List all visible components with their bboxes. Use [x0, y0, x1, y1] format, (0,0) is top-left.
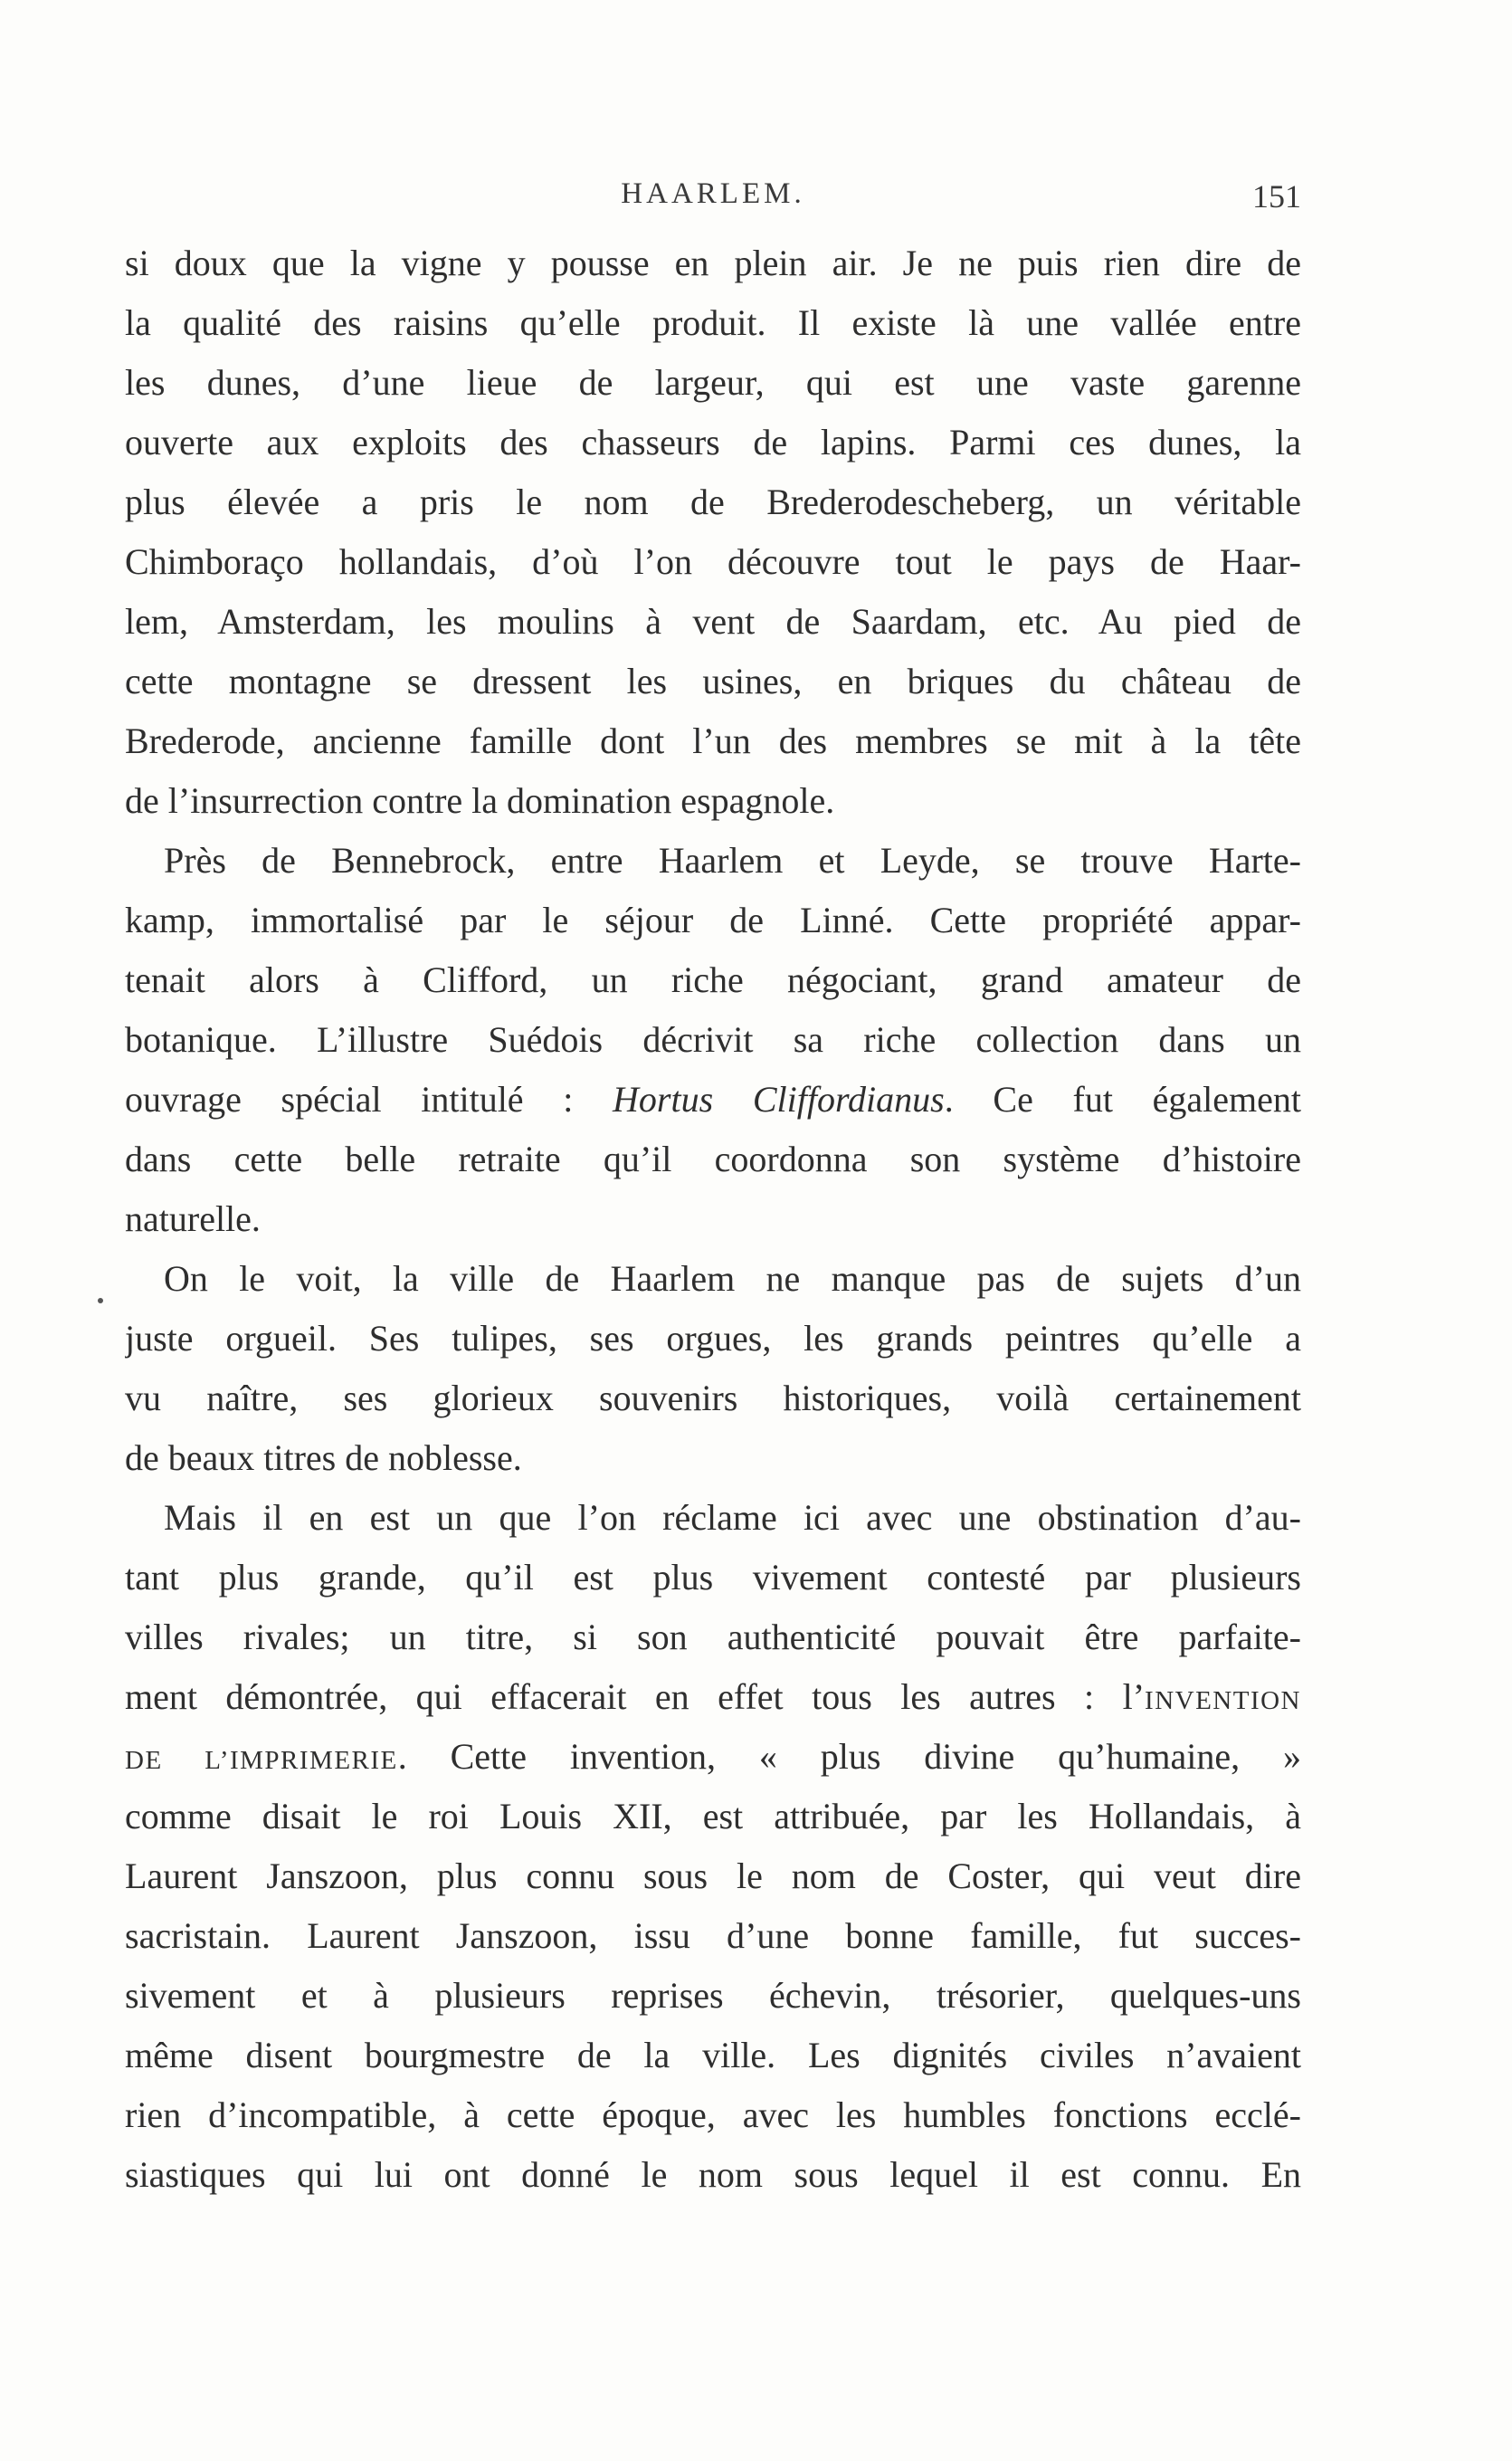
line-text: plus élevée a pris le nom de Brederodescheberg, un véritable	[125, 482, 1301, 522]
page-number: 151	[1252, 178, 1301, 215]
text-line	[125, 1787, 1301, 1846]
line-text: si doux que la vigne y pousse en plein air. Je ne puis rien dire de	[125, 243, 1301, 283]
text-line	[125, 1369, 1301, 1428]
line-text: . Cette invention, « plus divine qu’humaine, »	[397, 1736, 1301, 1777]
text-line	[125, 1010, 1301, 1070]
text-line	[125, 2085, 1301, 2145]
line-text: sivement et à plusieurs reprises échevin, trésorier, quelques-uns	[125, 1975, 1301, 2016]
line-text: Laurent Janszoon, plus connu sous le nom de Coster, qui veut dire	[125, 1855, 1301, 1896]
text-line	[125, 1846, 1301, 1906]
text-line	[125, 1189, 1301, 1249]
line-text: rien d’incompatible, à cette époque, avec les humbles fonctions ecclé-	[125, 2094, 1301, 2135]
line-text: de l’insurrection contre la domination espagnole.	[125, 780, 835, 821]
line-text: juste orgueil. Ses tulipes, ses orgues, les grands peintres qu’elle a	[125, 1318, 1301, 1359]
text-line	[125, 1309, 1301, 1369]
text-line	[125, 1607, 1301, 1667]
text-line	[125, 1070, 1301, 1130]
italic-title: Hortus Cliffordianus	[613, 1079, 945, 1120]
text-line	[125, 2026, 1301, 2085]
text-line	[125, 1249, 1301, 1309]
line-text: villes rivales; un titre, si son authenticité pouvait être parfaite-	[125, 1617, 1301, 1657]
body-text	[125, 234, 1301, 2205]
line-text: ment démontrée, qui effacerait en effet tous les autres : l’	[125, 1676, 1146, 1717]
line-text: vu naître, ses glorieux souvenirs historiques, voilà certainement	[125, 1378, 1301, 1418]
text-line	[125, 711, 1301, 771]
line-text: tenait alors à Clifford, un riche négociant, grand amateur de	[125, 959, 1301, 1000]
text-line	[125, 472, 1301, 532]
text-line	[125, 1548, 1301, 1607]
text-line	[125, 592, 1301, 652]
text-line	[125, 293, 1301, 353]
line-text: On le voit, la ville de Haarlem ne manque pas de sujets d’un	[164, 1258, 1301, 1299]
text-line	[125, 413, 1301, 472]
text-line	[125, 891, 1301, 950]
running-head	[125, 177, 1301, 223]
line-text: botanique. L’illustre Suédois décrivit sa riche collection dans un	[125, 1019, 1301, 1060]
text-line	[125, 950, 1301, 1010]
text-line	[125, 831, 1301, 891]
text-line	[125, 1667, 1301, 1727]
line-text: tant plus grande, qu’il est plus vivement contesté par plusieurs	[125, 1557, 1301, 1598]
text-line	[125, 1906, 1301, 1966]
text-line	[125, 1966, 1301, 2026]
text-line	[125, 234, 1301, 293]
line-text: . Ce fut également	[944, 1079, 1301, 1120]
line-text: même disent bourgmestre de la ville. Les dignités civiles n’avaient	[125, 2035, 1301, 2075]
line-text: de beaux titres de noblesse.	[125, 1437, 522, 1478]
line-text: kamp, immortalisé par le séjour de Linné. Cette propriété appar-	[125, 900, 1301, 940]
small-caps-text: INVENTION	[1145, 1686, 1301, 1715]
line-text: sacristain. Laurent Janszoon, issu d’une bonne famille, fut succes-	[125, 1915, 1301, 1956]
line-text: Près de Bennebrock, entre Haarlem et Leyde, se trouve Harte-	[164, 840, 1301, 881]
text-line	[125, 771, 1301, 831]
text-line	[125, 2145, 1301, 2205]
text-line	[125, 532, 1301, 592]
line-text: Brederode, ancienne famille dont l’un des membres se mit à la tête	[125, 720, 1301, 761]
line-text: Mais il en est un que l’on réclame ici avec une obstination d’au-	[164, 1497, 1301, 1538]
line-text: cette montagne se dressent les usines, en briques du château de	[125, 661, 1301, 701]
ink-speck	[98, 1298, 103, 1303]
line-text: Chimboraço hollandais, d’où l’on découvre tout le pays de Haar-	[125, 541, 1301, 582]
line-text: la qualité des raisins qu’elle produit. Il existe là une vallée entre	[125, 302, 1301, 343]
text-line	[125, 1130, 1301, 1189]
line-text: ouverte aux exploits des chasseurs de lapins. Parmi ces dunes, la	[125, 422, 1301, 463]
text-line	[125, 1488, 1301, 1548]
line-text: dans cette belle retraite qu’il coordonna son système d’histoire	[125, 1139, 1301, 1179]
text-line	[125, 1727, 1301, 1787]
line-text: naturelle.	[125, 1198, 261, 1239]
line-text: les dunes, d’une lieue de largeur, qui est une vaste garenne	[125, 362, 1301, 403]
text-line	[125, 1428, 1301, 1488]
line-text: comme disait le roi Louis XII, est attribuée, par les Hollandais, à	[125, 1796, 1301, 1836]
running-title: HAARLEM.	[621, 177, 805, 210]
text-line	[125, 652, 1301, 711]
small-caps-text: DE L’IMPRIMERIE	[125, 1746, 398, 1775]
line-text: lem, Amsterdam, les moulins à vent de Saardam, etc. Au pied de	[125, 601, 1301, 642]
text-line	[125, 353, 1301, 413]
line-text: ouvrage spécial intitulé :	[125, 1079, 613, 1120]
line-text: siastiques qui lui ont donné le nom sous lequel il est connu. En	[125, 2154, 1301, 2195]
